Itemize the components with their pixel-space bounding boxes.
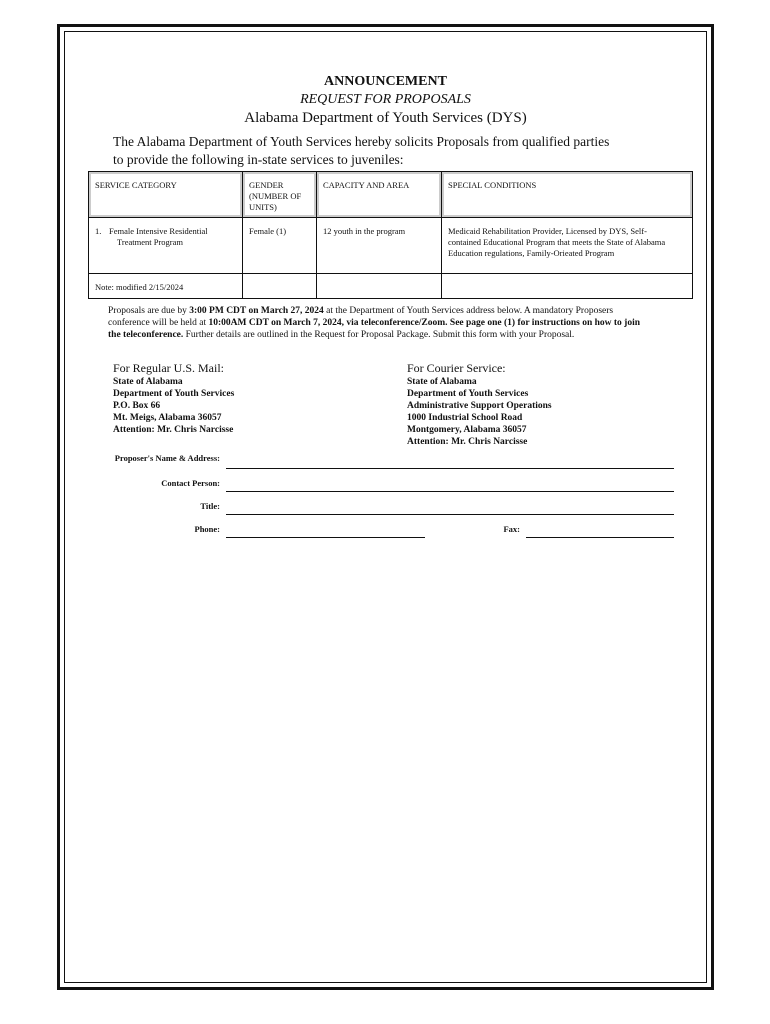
conditions-line: contained Educational Program that meets the State of Alabama (448, 237, 666, 247)
instructions-text: at the Department of Youth Services address below. A mandatory Proposers conference will be held at (108, 306, 614, 328)
proposer-address-field[interactable] (226, 491, 674, 492)
conditions-line: Medicaid Rehabilitation Provider, Licensed by DYS, Self- (448, 226, 647, 236)
address-line: Administrative Support Operations (407, 401, 552, 411)
header-capacity: CAPACITY AND AREA (317, 172, 442, 218)
conference-details: 10:00AM CDT on March 7, 2024, via teleconference/Zoom. See page one (1) for instructions on how to join the teleconference. (108, 318, 641, 340)
category-line: Treatment Program (117, 237, 184, 247)
intro-text (113, 133, 653, 169)
courier-address-block (407, 361, 552, 448)
empty-cell (243, 274, 317, 299)
due-date: 3:00 PM CDT on March 27, 2024 (189, 306, 324, 316)
instructions-text: Further details are outlined in the Request for Proposal Package. Submit this form with your Proposal. (183, 330, 575, 340)
conditions-line: Education regulations, Family-Orieated Program (448, 248, 615, 258)
category-line: Female Intensive Residential (109, 226, 208, 236)
title-label: Title: (200, 501, 220, 511)
phone-label: Phone: (194, 524, 220, 534)
cell-service-category (89, 218, 243, 274)
rfp-subtitle: REQUEST FOR PROPOSALS (300, 92, 471, 107)
intro-line-2: to provide the following in-state services to juveniles: (113, 152, 404, 167)
table-note-row (89, 274, 693, 299)
table-header-row (89, 172, 693, 218)
header-conditions: SPECIAL CONDITIONS (442, 172, 693, 218)
address-line: Mt. Meigs, Alabama 36057 (113, 413, 222, 423)
fax-field[interactable] (526, 537, 674, 538)
item-number: 1. (95, 226, 102, 236)
courier-lead: For Courier Service: (407, 361, 506, 375)
address-line: Department of Youth Services (113, 389, 235, 399)
address-line: P.O. Box 66 (113, 401, 161, 411)
cell-capacity: 12 youth in the program (317, 218, 442, 274)
empty-cell (442, 274, 693, 299)
header-gender (243, 172, 317, 218)
mail-address-block (113, 361, 234, 436)
note-cell: Note: modified 2/15/2024 (89, 274, 243, 299)
address-line: Montgomery, Alabama 36057 (407, 425, 527, 435)
address-line: 1000 Industrial School Road (407, 413, 523, 423)
table-row (89, 218, 693, 274)
address-line: State of Alabama (113, 377, 183, 387)
header-gender-line: UNITS) (249, 202, 277, 212)
header-gender-line: GENDER (249, 180, 284, 190)
header-gender-line: (NUMBER OF (249, 191, 302, 201)
mail-lead: For Regular U.S. Mail: (113, 361, 224, 375)
phone-field[interactable] (226, 537, 425, 538)
cell-conditions (442, 218, 693, 274)
empty-cell (317, 274, 442, 299)
cell-gender: Female (1) (243, 218, 317, 274)
services-table (88, 171, 693, 299)
proposer-name-label: Proposer's Name & Address: (114, 453, 220, 463)
contact-person-label: Contact Person: (161, 478, 220, 488)
address-line: Attention: Mr. Chris Narcisse (407, 437, 528, 447)
title-field[interactable] (226, 514, 674, 515)
address-line: State of Alabama (407, 377, 477, 387)
proposer-name-field[interactable] (226, 468, 674, 469)
address-line: Department of Youth Services (407, 389, 529, 399)
header-service-category: SERVICE CATEGORY (89, 172, 243, 218)
intro-line-1: The Alabama Department of Youth Services hereby solicits Proposals from qualified parties (113, 134, 610, 149)
instructions-text: Proposals are due by (108, 306, 190, 316)
agency-name: Alabama Department of Youth Services (DYS) (244, 110, 527, 126)
fax-label: Fax: (503, 524, 520, 534)
proposal-instructions (108, 305, 648, 341)
announcement-title: ANNOUNCEMENT (324, 74, 447, 89)
address-line: Attention: Mr. Chris Narcisse (113, 425, 234, 435)
